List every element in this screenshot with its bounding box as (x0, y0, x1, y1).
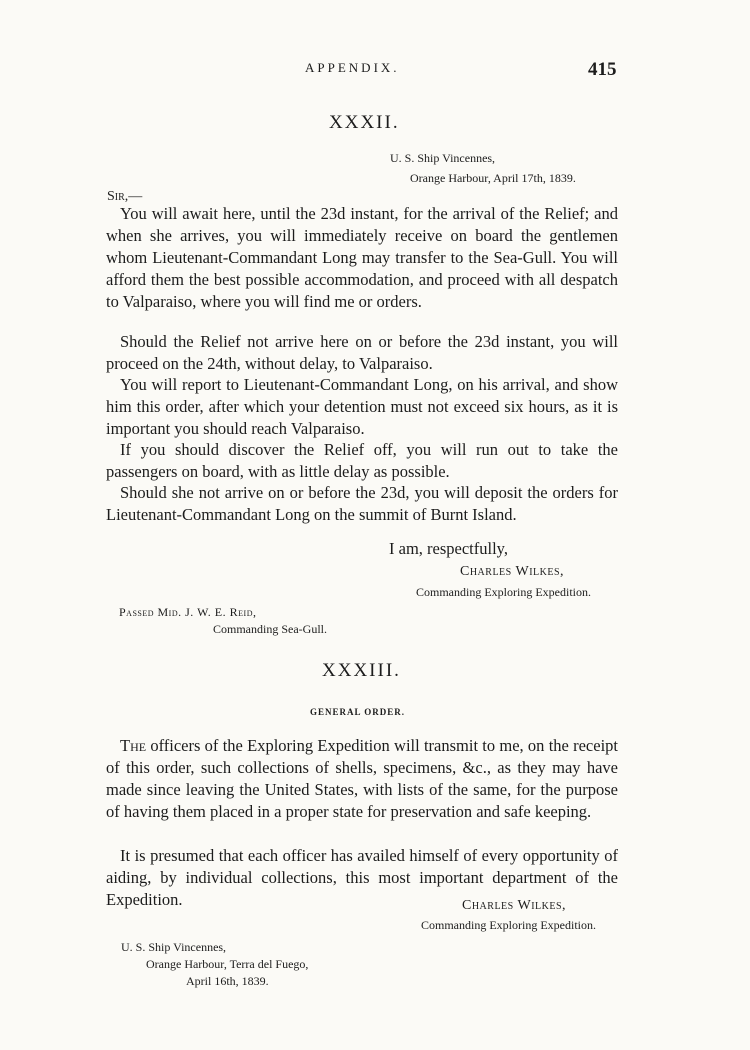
body-paragraph (106, 735, 618, 823)
dateline-ship: U. S. Ship Vincennes, (390, 151, 496, 165)
general-order-subheading: GENERAL ORDER. (310, 707, 406, 717)
signature-title: Commanding Exploring Expedition. (416, 585, 591, 599)
running-head: APPENDIX. (305, 60, 400, 75)
dateline-place-date: Orange Harbour, April 17th, 1839. (410, 171, 576, 185)
footer-date: April 16th, 1839. (186, 974, 269, 988)
body-paragraph: You will await here, until the 23d instant, for the arrival of the Relief; and when she arrives, you will immediately receive on board the gentlemen whom Lieutenant-Commandant Long may transfer to the Sea-Gull. You will afford them the best possible accommodation, and proceed with all despatch to Valparaiso, where you will find me or orders. (106, 204, 618, 311)
body-paragraph: Should she not arrive on or before the 23d, you will deposit the orders for Lieutenant-Commandant Long on the summit of Burnt Island. (106, 483, 618, 524)
addressee-name: Passed Mid. J. W. E. Reid, (119, 605, 257, 619)
body-paragraph: You will report to Lieutenant-Commandant Long, on his arrival, and show him this order, after which your detention must not exceed six hours, as it is important you should reach Valparaiso. (106, 375, 618, 438)
footer-place: Orange Harbour, Terra del Fuego, (146, 957, 309, 971)
paragraph-text: officers of the Exploring Expedition will transmit to me, on the receipt of this order, such collections of shells, specimens, &c., as they may have made since leaving the United States, with lists of the same, for the purpose of having them placed in a proper state for preservation and safe keeping. (106, 736, 618, 821)
footer-ship: U. S. Ship Vincennes, (121, 940, 227, 954)
addressee-ship: Commanding Sea-Gull. (213, 622, 327, 636)
section-heading-xxxiii: XXXIII. (322, 660, 401, 681)
signature-name: Charles Wilkes, (462, 898, 567, 913)
section-heading-xxxii: XXXII. (329, 112, 400, 133)
letter-closing: I am, respectfully, (389, 539, 508, 558)
body-paragraph: Should the Relief not arrive here on or before the 23d instant, you will proceed on the 24th, without delay, to Valparaiso. (106, 332, 618, 373)
signature-title: Commanding Exploring Expedition. (421, 918, 596, 932)
lead-word: The (120, 736, 147, 755)
signature-name: Charles Wilkes, (460, 564, 565, 579)
body-paragraph: If you should discover the Relief off, you will run out to take the passengers on board, with as little delay as possible. (106, 440, 618, 481)
body-paragraph: It is presumed that each officer has availed himself of every opportunity of aiding, by individual collections, this most important department of the Expedition. (106, 846, 618, 909)
salutation: Sir,— (107, 189, 143, 204)
page-number: 415 (588, 59, 617, 80)
